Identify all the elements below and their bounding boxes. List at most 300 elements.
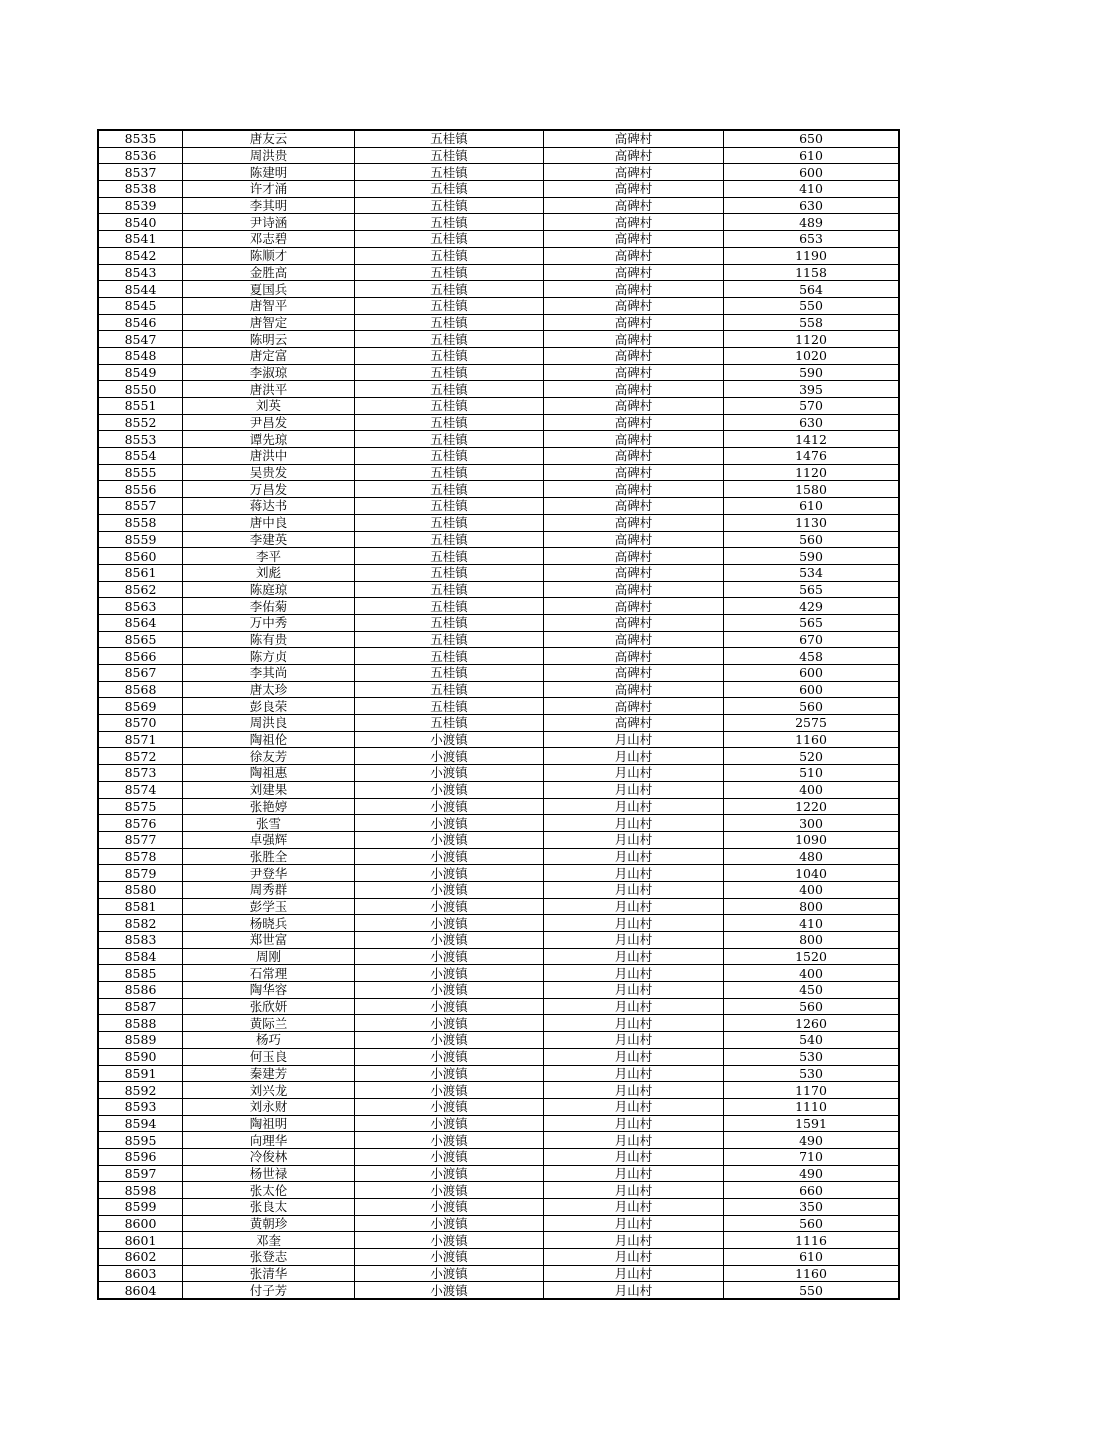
amount-cell: 410 [724, 915, 900, 932]
table-row [98, 998, 899, 1015]
amount-cell: 800 [724, 932, 900, 949]
town-cell: 五桂镇 [355, 448, 544, 465]
name-cell: 陶华容 [183, 982, 355, 999]
amount-cell: 550 [724, 1282, 900, 1299]
town-cell: 五桂镇 [355, 614, 544, 631]
row-number-cell: 8567 [98, 665, 183, 682]
village-cell: 月山村 [544, 948, 724, 965]
table-row [98, 798, 899, 815]
name-cell: 张艳婷 [183, 798, 355, 815]
row-number-cell: 8604 [98, 1282, 183, 1299]
amount-cell: 1158 [724, 264, 900, 281]
table-row [98, 331, 899, 348]
town-cell: 小渡镇 [355, 965, 544, 982]
village-cell: 月山村 [544, 881, 724, 898]
village-cell: 高碑村 [544, 631, 724, 648]
village-cell: 高碑村 [544, 464, 724, 481]
town-cell: 小渡镇 [355, 1065, 544, 1082]
village-cell: 月山村 [544, 1199, 724, 1216]
table-row [98, 481, 899, 498]
town-cell: 小渡镇 [355, 1182, 544, 1199]
table-row [98, 748, 899, 765]
table-row [98, 398, 899, 415]
row-number-cell: 8572 [98, 748, 183, 765]
town-cell: 五桂镇 [355, 297, 544, 314]
town-cell: 五桂镇 [355, 648, 544, 665]
village-cell: 月山村 [544, 1015, 724, 1032]
village-cell: 月山村 [544, 1182, 724, 1199]
name-cell: 徐友芳 [183, 748, 355, 765]
name-cell: 黄际兰 [183, 1015, 355, 1032]
town-cell: 五桂镇 [355, 381, 544, 398]
name-cell: 卓强辉 [183, 831, 355, 848]
table-row [98, 631, 899, 648]
table-row [98, 214, 899, 231]
town-cell: 五桂镇 [355, 214, 544, 231]
row-number-cell: 8560 [98, 548, 183, 565]
town-cell: 五桂镇 [355, 314, 544, 331]
name-cell: 付子芳 [183, 1282, 355, 1299]
table-row [98, 364, 899, 381]
row-number-cell: 8558 [98, 514, 183, 531]
village-cell: 月山村 [544, 1098, 724, 1115]
name-cell: 杨世禄 [183, 1165, 355, 1182]
amount-cell: 1130 [724, 514, 900, 531]
town-cell: 小渡镇 [355, 998, 544, 1015]
amount-cell: 2575 [724, 715, 900, 732]
row-number-cell: 8587 [98, 998, 183, 1015]
name-cell: 石常理 [183, 965, 355, 982]
village-cell: 高碑村 [544, 231, 724, 248]
table-row [98, 498, 899, 515]
village-cell: 高碑村 [544, 665, 724, 682]
table-row [98, 665, 899, 682]
amount-cell: 1120 [724, 464, 900, 481]
amount-cell: 653 [724, 231, 900, 248]
village-cell: 月山村 [544, 1048, 724, 1065]
amount-cell: 530 [724, 1065, 900, 1082]
village-cell: 高碑村 [544, 481, 724, 498]
village-cell: 高碑村 [544, 364, 724, 381]
table-row [98, 948, 899, 965]
amount-cell: 564 [724, 281, 900, 298]
table-row [98, 347, 899, 364]
row-number-cell: 8555 [98, 464, 183, 481]
village-cell: 月山村 [544, 765, 724, 782]
row-number-cell: 8556 [98, 481, 183, 498]
village-cell: 高碑村 [544, 164, 724, 181]
table-row [98, 965, 899, 982]
row-number-cell: 8562 [98, 581, 183, 598]
row-number-cell: 8600 [98, 1215, 183, 1232]
amount-cell: 400 [724, 781, 900, 798]
row-number-cell: 8598 [98, 1182, 183, 1199]
village-cell: 月山村 [544, 898, 724, 915]
amount-cell: 1090 [724, 831, 900, 848]
table-row [98, 1165, 899, 1182]
town-cell: 五桂镇 [355, 564, 544, 581]
amount-cell: 300 [724, 815, 900, 832]
row-number-cell: 8537 [98, 164, 183, 181]
row-number-cell: 8602 [98, 1249, 183, 1266]
amount-cell: 565 [724, 614, 900, 631]
amount-cell: 530 [724, 1048, 900, 1065]
village-cell: 月山村 [544, 1165, 724, 1182]
row-number-cell: 8557 [98, 498, 183, 515]
village-cell: 高碑村 [544, 147, 724, 164]
name-cell: 万昌发 [183, 481, 355, 498]
row-number-cell: 8543 [98, 264, 183, 281]
town-cell: 小渡镇 [355, 1132, 544, 1149]
table-row [98, 197, 899, 214]
name-cell: 唐太珍 [183, 681, 355, 698]
amount-cell: 1220 [724, 798, 900, 815]
village-cell: 高碑村 [544, 247, 724, 264]
row-number-cell: 8559 [98, 531, 183, 548]
row-number-cell: 8603 [98, 1265, 183, 1282]
name-cell: 冷俊林 [183, 1148, 355, 1165]
town-cell: 五桂镇 [355, 531, 544, 548]
village-cell: 高碑村 [544, 614, 724, 631]
amount-cell: 1160 [724, 731, 900, 748]
row-number-cell: 8593 [98, 1098, 183, 1115]
table-row [98, 181, 899, 198]
name-cell: 唐洪平 [183, 381, 355, 398]
amount-cell: 450 [724, 982, 900, 999]
village-cell: 月山村 [544, 1249, 724, 1266]
name-cell: 周洪良 [183, 715, 355, 732]
town-cell: 小渡镇 [355, 881, 544, 898]
name-cell: 张胜全 [183, 848, 355, 865]
table-row [98, 1048, 899, 1065]
row-number-cell: 8578 [98, 848, 183, 865]
table-row [98, 564, 899, 581]
amount-cell: 1260 [724, 1015, 900, 1032]
amount-cell: 670 [724, 631, 900, 648]
amount-cell: 660 [724, 1182, 900, 1199]
town-cell: 五桂镇 [355, 698, 544, 715]
name-cell: 陈建明 [183, 164, 355, 181]
name-cell: 何玉良 [183, 1048, 355, 1065]
row-number-cell: 8535 [98, 130, 183, 147]
row-number-cell: 8579 [98, 865, 183, 882]
row-number-cell: 8546 [98, 314, 183, 331]
name-cell: 向理华 [183, 1132, 355, 1149]
amount-cell: 610 [724, 1249, 900, 1266]
village-cell: 高碑村 [544, 598, 724, 615]
table-row [98, 1215, 899, 1232]
amount-cell: 1412 [724, 431, 900, 448]
name-cell: 张太伦 [183, 1182, 355, 1199]
village-cell: 高碑村 [544, 181, 724, 198]
village-cell: 高碑村 [544, 514, 724, 531]
town-cell: 小渡镇 [355, 848, 544, 865]
village-cell: 月山村 [544, 731, 724, 748]
table-row [98, 231, 899, 248]
amount-cell: 710 [724, 1148, 900, 1165]
row-number-cell: 8583 [98, 932, 183, 949]
row-number-cell: 8571 [98, 731, 183, 748]
name-cell: 李其尚 [183, 665, 355, 682]
name-cell: 黄朝珍 [183, 1215, 355, 1232]
table-row [98, 1249, 899, 1266]
village-cell: 月山村 [544, 1065, 724, 1082]
table-row [98, 1182, 899, 1199]
row-number-cell: 8591 [98, 1065, 183, 1082]
village-cell: 月山村 [544, 1148, 724, 1165]
row-number-cell: 8586 [98, 982, 183, 999]
row-number-cell: 8581 [98, 898, 183, 915]
town-cell: 五桂镇 [355, 431, 544, 448]
table-row [98, 781, 899, 798]
town-cell: 小渡镇 [355, 982, 544, 999]
table-row [98, 431, 899, 448]
row-number-cell: 8580 [98, 881, 183, 898]
row-number-cell: 8545 [98, 297, 183, 314]
data-table [97, 129, 900, 1300]
town-cell: 小渡镇 [355, 1199, 544, 1216]
name-cell: 刘永财 [183, 1098, 355, 1115]
table-row [98, 448, 899, 465]
amount-cell: 610 [724, 147, 900, 164]
table-row [98, 1065, 899, 1082]
town-cell: 五桂镇 [355, 281, 544, 298]
row-number-cell: 8585 [98, 965, 183, 982]
name-cell: 陶祖伦 [183, 731, 355, 748]
town-cell: 小渡镇 [355, 898, 544, 915]
village-cell: 高碑村 [544, 448, 724, 465]
row-number-cell: 8594 [98, 1115, 183, 1132]
town-cell: 小渡镇 [355, 1148, 544, 1165]
table-row [98, 581, 899, 598]
row-number-cell: 8563 [98, 598, 183, 615]
town-cell: 五桂镇 [355, 598, 544, 615]
town-cell: 小渡镇 [355, 948, 544, 965]
table-row [98, 765, 899, 782]
row-number-cell: 8596 [98, 1148, 183, 1165]
row-number-cell: 8577 [98, 831, 183, 848]
table-row [98, 147, 899, 164]
name-cell: 张良太 [183, 1199, 355, 1216]
row-number-cell: 8564 [98, 614, 183, 631]
row-number-cell: 8548 [98, 347, 183, 364]
table-row [98, 598, 899, 615]
village-cell: 月山村 [544, 1215, 724, 1232]
name-cell: 金胜高 [183, 264, 355, 281]
town-cell: 五桂镇 [355, 631, 544, 648]
town-cell: 小渡镇 [355, 1249, 544, 1266]
name-cell: 李其明 [183, 197, 355, 214]
town-cell: 小渡镇 [355, 748, 544, 765]
table-row [98, 1132, 899, 1149]
row-number-cell: 8597 [98, 1165, 183, 1182]
town-cell: 小渡镇 [355, 781, 544, 798]
amount-cell: 395 [724, 381, 900, 398]
name-cell: 张雪 [183, 815, 355, 832]
village-cell: 月山村 [544, 748, 724, 765]
town-cell: 五桂镇 [355, 130, 544, 147]
village-cell: 高碑村 [544, 398, 724, 415]
row-number-cell: 8542 [98, 247, 183, 264]
table-row [98, 1098, 899, 1115]
town-cell: 五桂镇 [355, 181, 544, 198]
town-cell: 五桂镇 [355, 197, 544, 214]
town-cell: 小渡镇 [355, 731, 544, 748]
town-cell: 五桂镇 [355, 464, 544, 481]
amount-cell: 480 [724, 848, 900, 865]
table-row [98, 281, 899, 298]
amount-cell: 490 [724, 1132, 900, 1149]
village-cell: 高碑村 [544, 581, 724, 598]
row-number-cell: 8584 [98, 948, 183, 965]
name-cell: 李佑菊 [183, 598, 355, 615]
name-cell: 周刚 [183, 948, 355, 965]
village-cell: 月山村 [544, 1082, 724, 1099]
town-cell: 小渡镇 [355, 1282, 544, 1299]
name-cell: 李淑琼 [183, 364, 355, 381]
town-cell: 小渡镇 [355, 865, 544, 882]
town-cell: 小渡镇 [355, 831, 544, 848]
name-cell: 万中秀 [183, 614, 355, 631]
amount-cell: 590 [724, 548, 900, 565]
row-number-cell: 8540 [98, 214, 183, 231]
village-cell: 高碑村 [544, 214, 724, 231]
village-cell: 月山村 [544, 932, 724, 949]
name-cell: 刘兴龙 [183, 1082, 355, 1099]
amount-cell: 560 [724, 1215, 900, 1232]
village-cell: 月山村 [544, 1232, 724, 1249]
village-cell: 月山村 [544, 1265, 724, 1282]
amount-cell: 350 [724, 1199, 900, 1216]
amount-cell: 650 [724, 130, 900, 147]
town-cell: 五桂镇 [355, 398, 544, 415]
village-cell: 高碑村 [544, 564, 724, 581]
row-number-cell: 8570 [98, 715, 183, 732]
row-number-cell: 8569 [98, 698, 183, 715]
row-number-cell: 8561 [98, 564, 183, 581]
village-cell: 高碑村 [544, 130, 724, 147]
town-cell: 小渡镇 [355, 1015, 544, 1032]
name-cell: 陈明云 [183, 331, 355, 348]
town-cell: 五桂镇 [355, 264, 544, 281]
name-cell: 陈有贵 [183, 631, 355, 648]
name-cell: 周洪贵 [183, 147, 355, 164]
amount-cell: 520 [724, 748, 900, 765]
village-cell: 月山村 [544, 965, 724, 982]
village-cell: 月山村 [544, 831, 724, 848]
amount-cell: 1520 [724, 948, 900, 965]
amount-cell: 1160 [724, 1265, 900, 1282]
amount-cell: 400 [724, 881, 900, 898]
town-cell: 小渡镇 [355, 1232, 544, 1249]
row-number-cell: 8550 [98, 381, 183, 398]
name-cell: 唐友云 [183, 130, 355, 147]
row-number-cell: 8592 [98, 1082, 183, 1099]
village-cell: 月山村 [544, 1132, 724, 1149]
table-row [98, 681, 899, 698]
row-number-cell: 8565 [98, 631, 183, 648]
table-row [98, 1032, 899, 1049]
village-cell: 月山村 [544, 1032, 724, 1049]
village-cell: 月山村 [544, 982, 724, 999]
table-row [98, 1232, 899, 1249]
amount-cell: 510 [724, 765, 900, 782]
amount-cell: 550 [724, 297, 900, 314]
row-number-cell: 8547 [98, 331, 183, 348]
town-cell: 小渡镇 [355, 765, 544, 782]
name-cell: 唐智平 [183, 297, 355, 314]
town-cell: 五桂镇 [355, 364, 544, 381]
amount-cell: 429 [724, 598, 900, 615]
amount-cell: 1040 [724, 865, 900, 882]
row-number-cell: 8538 [98, 181, 183, 198]
town-cell: 五桂镇 [355, 414, 544, 431]
row-number-cell: 8576 [98, 815, 183, 832]
table-row [98, 1015, 899, 1032]
row-number-cell: 8566 [98, 648, 183, 665]
village-cell: 高碑村 [544, 381, 724, 398]
amount-cell: 534 [724, 564, 900, 581]
name-cell: 陈庭琼 [183, 581, 355, 598]
table-row [98, 698, 899, 715]
amount-cell: 1591 [724, 1115, 900, 1132]
name-cell: 唐洪中 [183, 448, 355, 465]
table-row [98, 1148, 899, 1165]
table-row [98, 932, 899, 949]
village-cell: 高碑村 [544, 281, 724, 298]
town-cell: 五桂镇 [355, 231, 544, 248]
village-cell: 高碑村 [544, 414, 724, 431]
amount-cell: 540 [724, 1032, 900, 1049]
name-cell: 杨巧 [183, 1032, 355, 1049]
town-cell: 小渡镇 [355, 1265, 544, 1282]
village-cell: 高碑村 [544, 297, 724, 314]
name-cell: 杨晓兵 [183, 915, 355, 932]
name-cell: 谭先琼 [183, 431, 355, 448]
name-cell: 许才涌 [183, 181, 355, 198]
name-cell: 张欣妍 [183, 998, 355, 1015]
village-cell: 高碑村 [544, 264, 724, 281]
table-row [98, 648, 899, 665]
table-row [98, 264, 899, 281]
row-number-cell: 8601 [98, 1232, 183, 1249]
village-cell: 月山村 [544, 1282, 724, 1299]
name-cell: 陈顺才 [183, 247, 355, 264]
row-number-cell: 8553 [98, 431, 183, 448]
name-cell: 唐中良 [183, 514, 355, 531]
table-row [98, 297, 899, 314]
amount-cell: 1120 [724, 331, 900, 348]
amount-cell: 458 [724, 648, 900, 665]
amount-cell: 1110 [724, 1098, 900, 1115]
row-number-cell: 8551 [98, 398, 183, 415]
town-cell: 小渡镇 [355, 1165, 544, 1182]
table-row [98, 414, 899, 431]
name-cell: 夏国兵 [183, 281, 355, 298]
town-cell: 五桂镇 [355, 164, 544, 181]
table-row [98, 1282, 899, 1299]
name-cell: 周秀群 [183, 881, 355, 898]
amount-cell: 630 [724, 197, 900, 214]
village-cell: 高碑村 [544, 715, 724, 732]
row-number-cell: 8536 [98, 147, 183, 164]
amount-cell: 560 [724, 698, 900, 715]
village-cell: 高碑村 [544, 531, 724, 548]
table-row [98, 915, 899, 932]
table-row [98, 715, 899, 732]
amount-cell: 1116 [724, 1232, 900, 1249]
amount-cell: 490 [724, 1165, 900, 1182]
